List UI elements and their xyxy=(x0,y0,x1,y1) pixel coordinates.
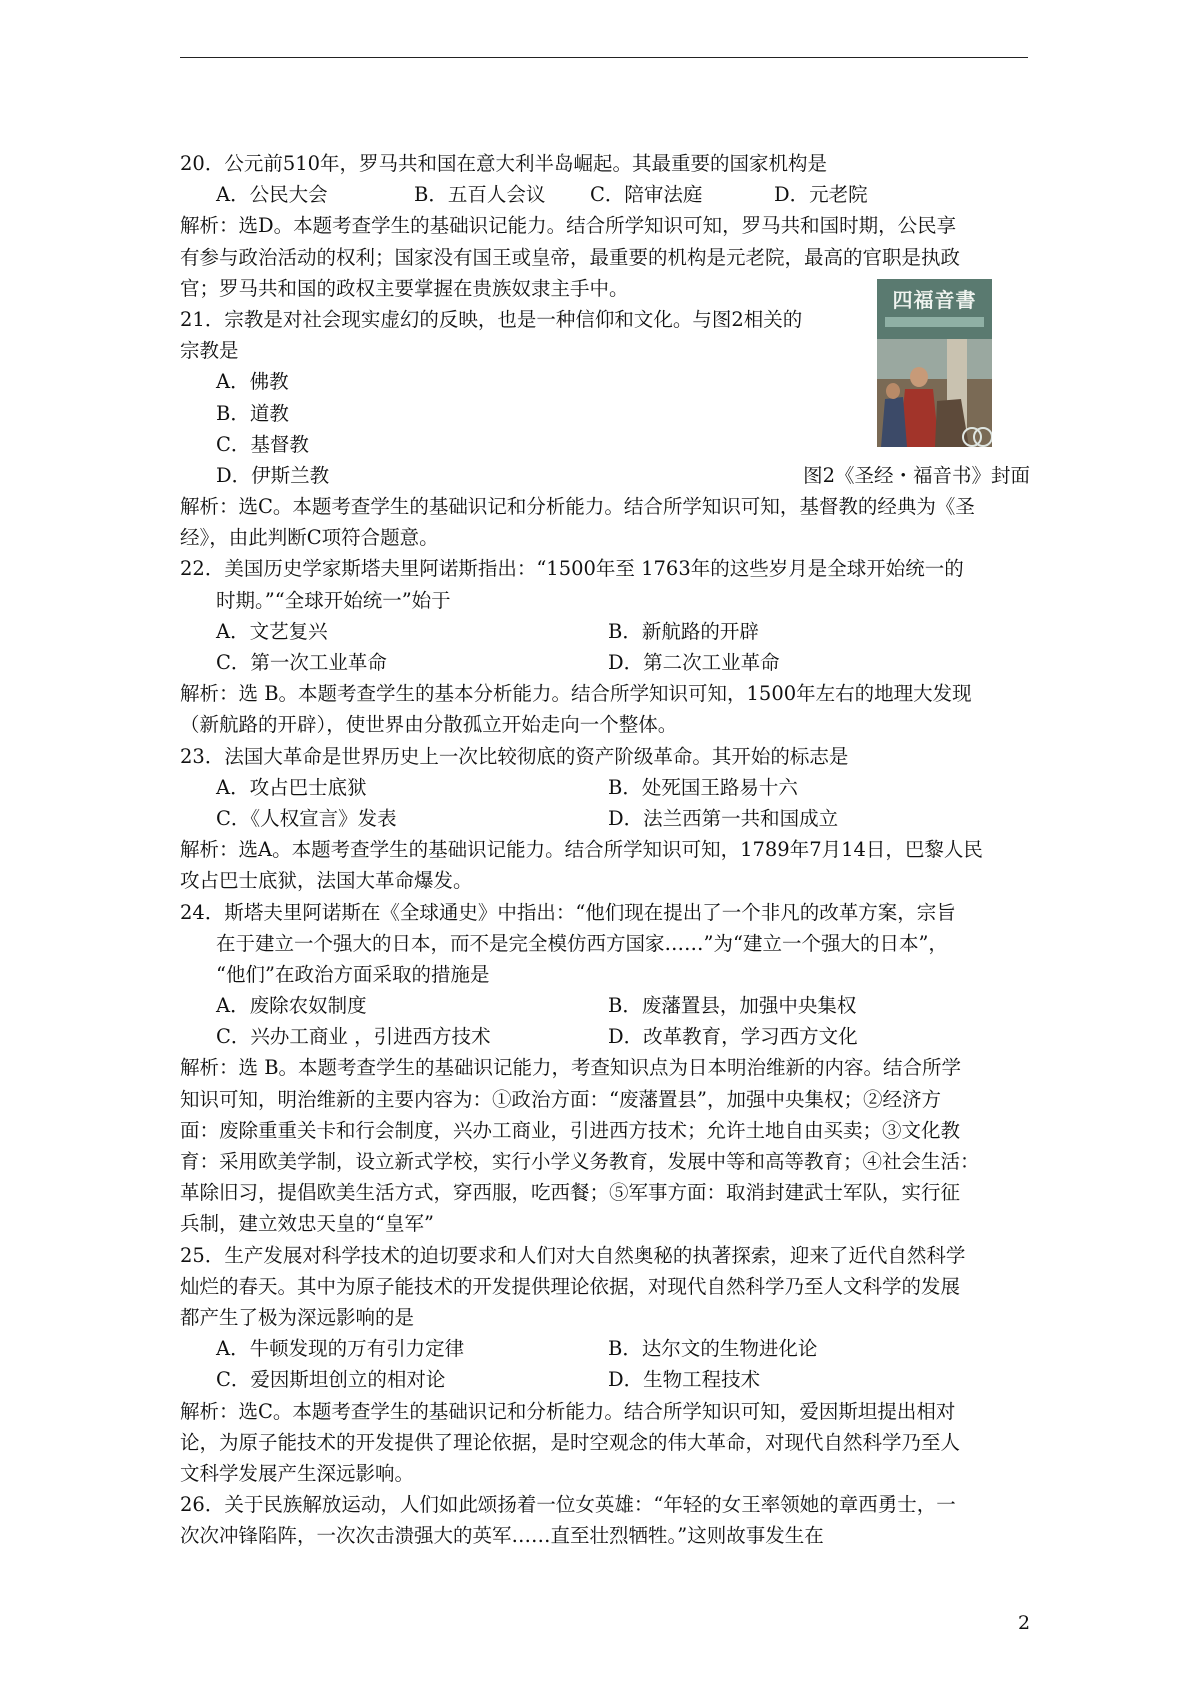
options-row xyxy=(180,179,1030,210)
option-c: C．爱因斯坦创立的相对论 xyxy=(216,1368,446,1392)
option-c: C．兴办工商业 ，引进西方技术 xyxy=(216,1025,491,1049)
question-stem: 21．宗教是对社会现实虚幻的反映，也是一种信仰和文化。与图2相关的 xyxy=(180,307,803,331)
question-stem: 都产生了极为深远影响的是 xyxy=(180,1305,415,1329)
analysis-line: 解析：选 B。本题考查学生的基本分析能力。结合所学知识可知，1500年左右的地理大发现 xyxy=(180,682,972,706)
analysis-line: 面：废除重重关卡和行会制度，兴办工商业，引进西方技术；允许土地自由买卖；③文化教 xyxy=(180,1118,961,1142)
options-row xyxy=(180,616,1030,647)
figure-caption: 图2《圣经・福音书》封面 xyxy=(803,463,1030,487)
option-d: D．伊斯兰教 xyxy=(216,463,330,487)
cover-band xyxy=(885,317,984,327)
question-23 xyxy=(180,741,1030,897)
analysis-line: 经》，由此判断C项符合题意。 xyxy=(180,526,439,550)
analysis-line: 革除旧习，提倡欧美生活方式，穿西服，吃西餐；⑤军事方面：取消封建武士军队，实行征 xyxy=(180,1181,961,1205)
option-c: C．陪审法庭 xyxy=(590,183,703,207)
option-b: B．处死国王路易十六 xyxy=(608,775,798,799)
analysis-line: 解析：选C。本题考查学生的基础识记和分析能力。结合所学知识可知，爱因斯坦提出相对 xyxy=(180,1399,956,1423)
option-b: B．道教 xyxy=(216,401,289,425)
question-stem: “他们”在政治方面采取的措施是 xyxy=(216,962,490,986)
option-c: C．基督教 xyxy=(216,432,309,456)
analysis-line: 知识可知，明治维新的主要内容为：①政治方面：“废藩置县”，加强中央集权；②经济方 xyxy=(180,1087,941,1111)
analysis-line: 有参与政治活动的权利；国家没有国王或皇帝，最重要的机构是元老院，最高的官职是执政 xyxy=(180,245,961,269)
page-number: 2 xyxy=(1018,1612,1031,1634)
question-stem: 26．关于民族解放运动，人们如此颂扬着一位女英雄：“年轻的女王率领她的章西勇士，一 xyxy=(180,1493,956,1517)
options-row xyxy=(180,647,1030,678)
options-row xyxy=(180,1021,1030,1052)
option-b: B．达尔文的生物进化论 xyxy=(608,1337,818,1361)
question-stem: 在于建立一个强大的日本，而不是完全模仿西方国家……”为“建立一个强大的日本”， xyxy=(216,931,948,955)
question-stem: 时期。”“全球开始统一”始于 xyxy=(216,588,451,612)
analysis-line: 论，为原子能技术的开发提供了理论依据，是时空观念的伟大革命，对现代自然科学乃至人 xyxy=(180,1430,961,1454)
option-a: A．公民大会 xyxy=(216,183,328,207)
options-row xyxy=(180,1333,1030,1364)
question-stem: 宗教是 xyxy=(180,339,239,363)
option-a: A．牛顿发现的万有引力定律 xyxy=(216,1337,465,1361)
analysis-line: 兵制，建立效忠天皇的“皇军” xyxy=(180,1212,434,1236)
option-a: A．废除农奴制度 xyxy=(216,994,367,1018)
question-stem: 24．斯塔夫里阿诺斯在《全球通史》中指出：“他们现在提出了一个非凡的改革方案，宗旨 xyxy=(180,900,956,924)
question-26 xyxy=(180,1489,1030,1551)
question-stem: 23．法国大革命是世界历史上一次比较彻底的资产阶级革命。其开始的标志是 xyxy=(180,744,849,768)
option-b: B．新航路的开辟 xyxy=(608,619,759,643)
header-rule xyxy=(180,57,1028,58)
options-row xyxy=(180,1364,1030,1395)
question-stem: 灿烂的春天。其中为原子能技术的开发提供理论依据，对现代自然科学乃至人文科学的发展 xyxy=(180,1274,961,1298)
analysis-line: 解析：选 B。本题考查学生的基础识记能力，考查知识点为日本明治维新的内容。结合所学 xyxy=(180,1056,962,1080)
option-c: C．第一次工业革命 xyxy=(216,651,387,674)
analysis-line: 解析：选D。本题考查学生的基础识记能力。结合所学知识可知，罗马共和国时期，公民享 xyxy=(180,214,957,238)
options-row xyxy=(180,772,1030,803)
options-row xyxy=(180,990,1030,1021)
question-stem: 22．美国历史学家斯塔夫里阿诺斯指出：“1500年至 1763年的这些岁月是全球开始统一的 xyxy=(180,557,964,581)
analysis-line: 解析：选C。本题考查学生的基础识记和分析能力。结合所学知识可知，基督教的经典为《圣 xyxy=(180,495,975,519)
option-b: B．五百人会议 xyxy=(414,183,546,207)
option-b: B．废藩置县，加强中央集权 xyxy=(608,994,857,1018)
option-d: D．第二次工业革命 xyxy=(608,651,780,674)
analysis-line: 文科学发展产生深远影响。 xyxy=(180,1461,415,1485)
options-row xyxy=(180,803,1030,834)
question-22 xyxy=(180,553,1030,740)
option-a: A．文艺复兴 xyxy=(216,619,328,643)
question-stem: 次次冲锋陷阵，一次次击溃强大的英军……直至壮烈牺牲。”这则故事发生在 xyxy=(180,1524,824,1548)
question-24 xyxy=(180,897,1030,1240)
analysis-line: （新航路的开辟），使世界由分散孤立开始走向一个整体。 xyxy=(180,713,678,737)
question-stem: 25．生产发展对科学技术的迫切要求和人们对大自然奥秘的执著探索，迎来了近代自然科学 xyxy=(180,1243,966,1267)
option-d: D．改革教育，学习西方文化 xyxy=(608,1025,858,1049)
option-d-row xyxy=(180,460,1030,491)
question-stem: 20．公元前510年，罗马共和国在意大利半岛崛起。其最重要的国家机构是 xyxy=(180,152,828,175)
question-25 xyxy=(180,1240,1030,1490)
page-body xyxy=(180,148,1030,1551)
option-a: A．攻占巴士底狱 xyxy=(216,775,367,799)
cover-painting xyxy=(877,339,992,447)
option-d: D．元老院 xyxy=(774,183,868,207)
option-d: D．生物工程技术 xyxy=(608,1368,761,1392)
bible-cover-image xyxy=(877,279,992,447)
analysis-line: 官；罗马共和国的政权主要掌握在贵族奴隶主手中。 xyxy=(180,276,629,300)
option-a: A．佛教 xyxy=(216,370,289,394)
option-d: D．法兰西第一共和国成立 xyxy=(608,806,839,830)
cover-title: 四福音書 xyxy=(892,287,977,312)
analysis-line: 解析：选A。本题考查学生的基础识记能力。结合所学知识可知，1789年7月14日，巴黎人民 xyxy=(180,838,983,862)
analysis-line: 攻占巴士底狱，法国大革命爆发。 xyxy=(180,869,473,893)
analysis-line: 育：采用欧美学制，设立新式学校，实行小学义务教育，发展中等和高等教育；④社会生活： xyxy=(180,1150,980,1173)
option-c: C．《人权宣言》发表 xyxy=(216,806,397,830)
